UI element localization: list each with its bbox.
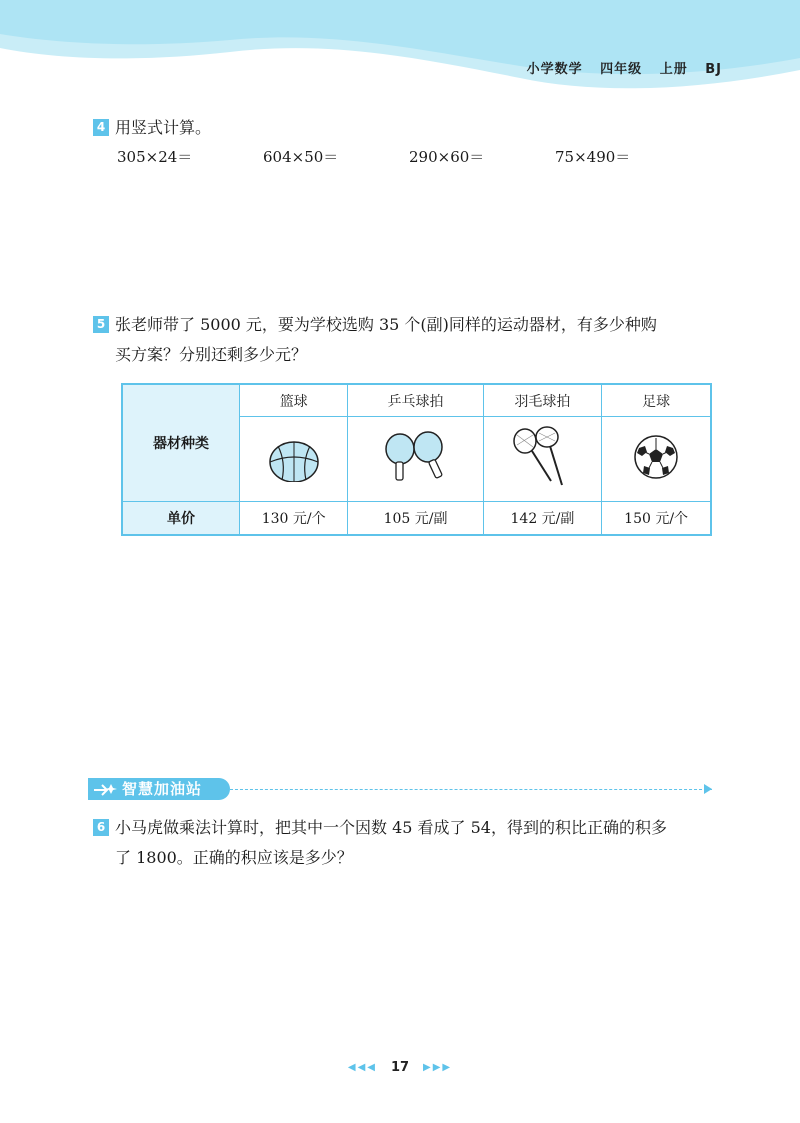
header-grade: 四年级 <box>600 62 643 77</box>
row-header-price: 单价 <box>122 502 240 536</box>
question-5-line-2: 买方案？分别还剩多少元？ <box>115 345 308 364</box>
item-price: 130 元/个 <box>240 502 348 536</box>
question-5 <box>93 310 733 370</box>
badminton-rackets-icon <box>507 425 577 489</box>
question-5-line-1: 5 张老师带了 5000 元，要为学校选购 35 个(副)同样的运动器材，有多少种购 <box>93 310 733 340</box>
question-6-line-1: 6 小马虎做乘法计算时，把其中一个因数 45 看成了 54，得到的积比正确的积多 <box>93 813 733 843</box>
question-4-text: 用竖式计算。 <box>115 118 212 137</box>
question-number-badge: 4 <box>93 119 109 136</box>
question-number-badge: 6 <box>93 819 109 836</box>
question-4 <box>93 113 211 143</box>
item-name: 足球 <box>602 384 711 417</box>
soccer-ball-icon <box>631 432 681 482</box>
row-header-type: 器材种类 <box>122 384 240 502</box>
arrow-right-icon <box>704 784 712 794</box>
item-name: 乒乓球拍 <box>348 384 483 417</box>
q4-expression: 305×24＝ <box>117 148 193 166</box>
equipment-price-table <box>121 383 712 536</box>
question-6 <box>93 813 733 873</box>
q4-expression: 75×490＝ <box>555 148 631 166</box>
item-name: 篮球 <box>240 384 348 417</box>
section-title: 智慧加油站 <box>122 780 203 798</box>
section-banner <box>88 778 718 802</box>
page-number: 17 <box>390 1060 410 1075</box>
header-subject: 小学数学 <box>526 62 583 77</box>
header-edition: BJ <box>705 62 722 77</box>
item-name: 羽毛球拍 <box>483 384 602 417</box>
item-image-cell <box>348 417 483 502</box>
sparkle-arrow-icon <box>92 780 118 800</box>
header-volume: 上册 <box>659 62 688 77</box>
question-6-line-2: 了 1800。正确的积应该是多少？ <box>115 848 353 867</box>
header-book-info <box>515 58 722 77</box>
question-number-badge: 5 <box>93 316 109 333</box>
right-arrows-icon: ▶▶▶ <box>423 1062 453 1073</box>
ping-pong-paddles-icon <box>376 429 456 485</box>
page-footer <box>0 1060 800 1075</box>
item-image-cell <box>240 417 348 502</box>
item-price: 150 元/个 <box>602 502 711 536</box>
item-image-cell <box>483 417 602 502</box>
header-wave-banner <box>0 0 800 100</box>
q4-expression: 290×60＝ <box>409 148 485 166</box>
item-price: 142 元/副 <box>483 502 602 536</box>
item-price: 105 元/副 <box>348 502 483 536</box>
item-image-cell <box>602 417 711 502</box>
q4-expression: 604×50＝ <box>263 148 339 166</box>
left-arrows-icon: ◀◀◀ <box>347 1062 377 1073</box>
section-divider-line <box>230 789 712 790</box>
basketball-icon <box>264 432 324 482</box>
